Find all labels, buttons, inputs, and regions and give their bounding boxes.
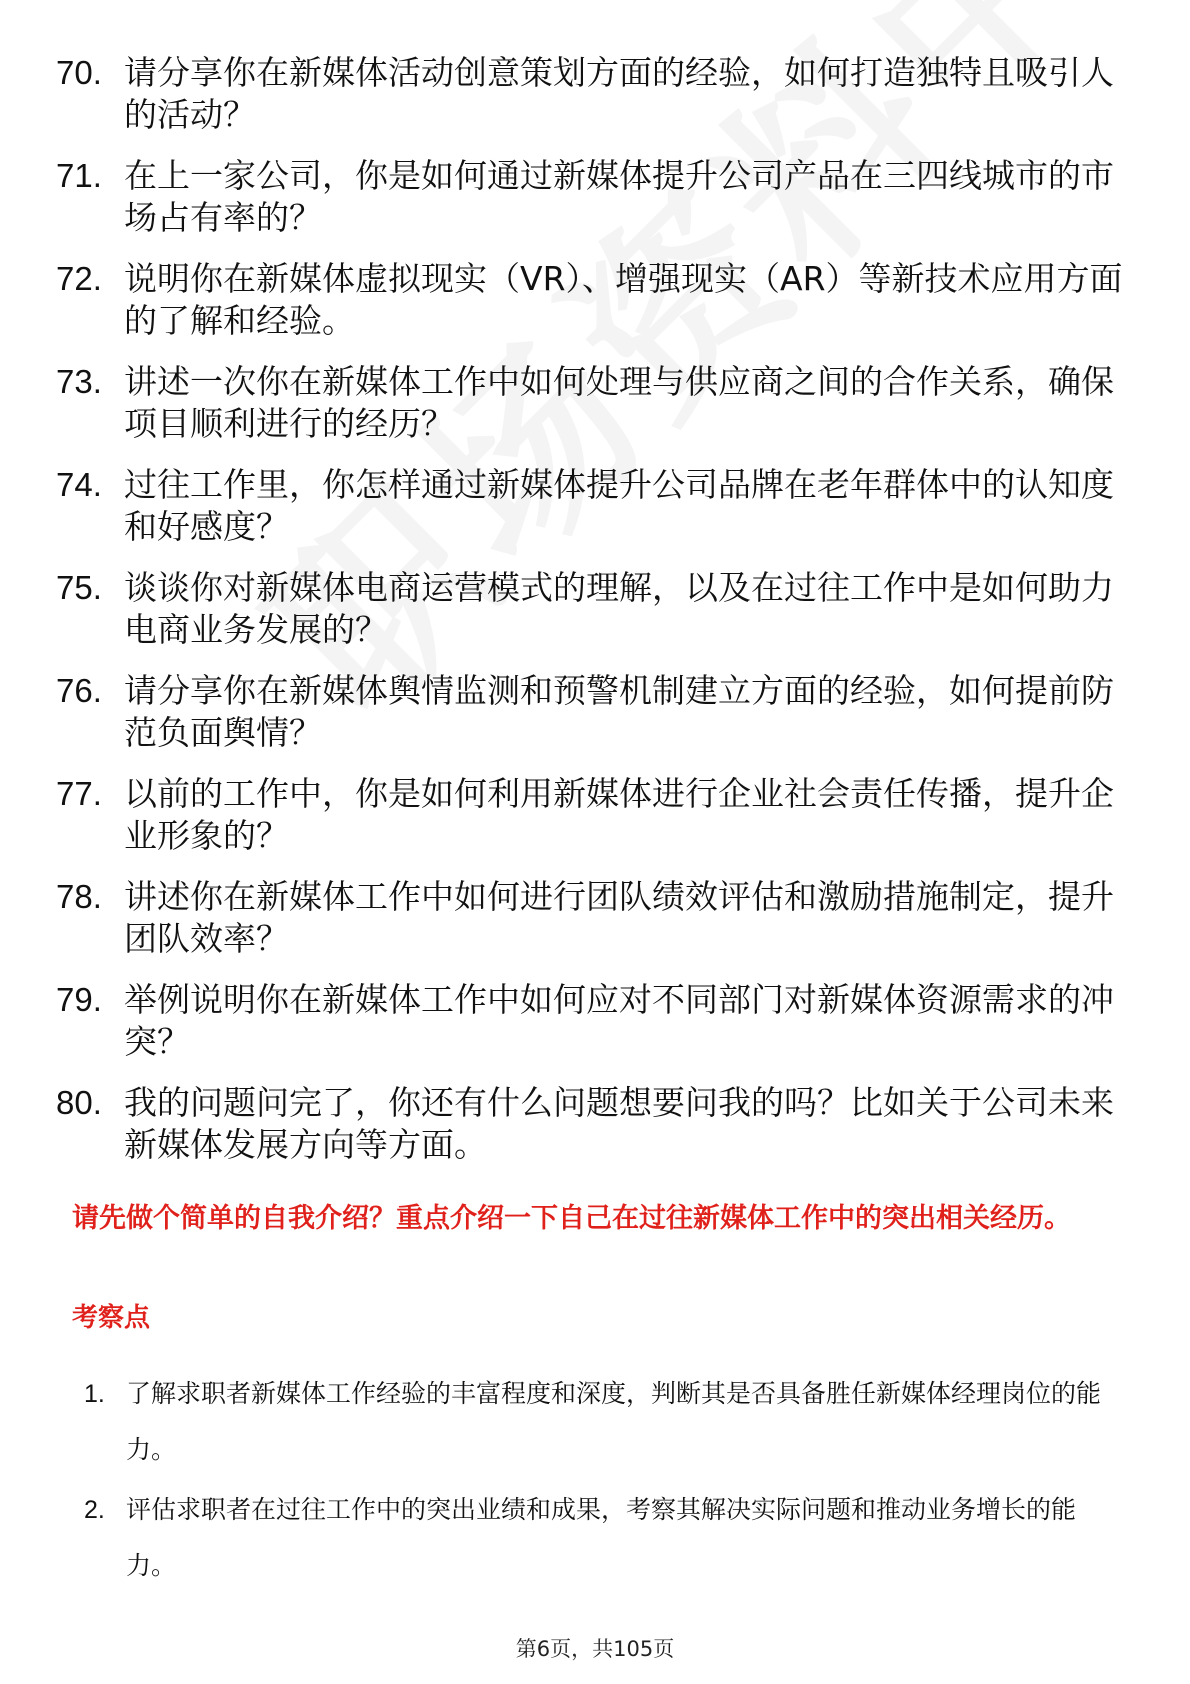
section-title: 考察点 (72, 1303, 151, 1333)
question-item (56, 567, 1136, 651)
question-text: 举例说明你在新媒体工作中如何应对不同部门对新媒体资源需求的冲突？ (124, 980, 1114, 1061)
question-item (56, 155, 1136, 239)
question-item (56, 1082, 1136, 1166)
point-text: 了解求职者新媒体工作经验的丰富程度和深度，判断其是否具备胜任新媒体经理岗位的能力。 (126, 1379, 1102, 1464)
question-item (56, 979, 1136, 1063)
question-item (56, 773, 1136, 857)
point-text: 评估求职者在过往工作中的突出业绩和成果，考察其解决实际问题和推动业务增长的能力。 (126, 1495, 1077, 1580)
question-item (56, 361, 1136, 445)
point-item (84, 1366, 1124, 1478)
question-text: 在上一家公司，你是如何通过新媒体提升公司产品在三四线城市的市场占有率的？ (124, 156, 1114, 237)
question-item (56, 52, 1136, 136)
question-number: 80. (56, 1084, 102, 1121)
question-number: 77. (56, 775, 102, 812)
question-number: 75. (56, 569, 102, 606)
point-number: 1. (84, 1380, 105, 1408)
question-item (56, 464, 1136, 548)
question-number: 72. (56, 260, 102, 297)
question-number: 79. (56, 981, 102, 1018)
question-text: 我的问题问完了，你还有什么问题想要问我的吗？比如关于公司未来新媒体发展方向等方面。 (124, 1083, 1114, 1164)
question-item (56, 670, 1136, 754)
question-text: 说明你在新媒体虚拟现实（VR）、增强现实（AR）等新技术应用方面的了解和经验。 (124, 259, 1123, 340)
question-list (56, 52, 1136, 1185)
page-footer: 第6页，共105页 (515, 1637, 675, 1661)
point-number: 2. (84, 1496, 105, 1524)
question-number: 76. (56, 672, 102, 709)
question-text: 过往工作里，你怎样通过新媒体提升公司品牌在老年群体中的认知度和好感度？ (124, 465, 1114, 546)
question-number: 71. (56, 157, 102, 194)
highlight-question: 请先做个简单的自我介绍？重点介绍一下自己在过往新媒体工作中的突出相关经历。 (72, 1203, 1071, 1234)
question-number: 73. (56, 363, 102, 400)
point-item (84, 1482, 1124, 1594)
question-text: 请分享你在新媒体舆情监测和预警机制建立方面的经验，如何提前防范负面舆情？ (124, 671, 1114, 752)
question-text: 请分享你在新媒体活动创意策划方面的经验，如何打造独特且吸引人的活动？ (124, 53, 1114, 134)
assessment-points (84, 1366, 1124, 1598)
question-text: 讲述一次你在新媒体工作中如何处理与供应商之间的合作关系，确保项目顺利进行的经历？ (124, 362, 1114, 443)
question-text: 谈谈你对新媒体电商运营模式的理解，以及在过往工作中是如何助力电商业务发展的？ (124, 568, 1114, 649)
question-item (56, 258, 1136, 342)
question-item (56, 876, 1136, 960)
question-text: 讲述你在新媒体工作中如何进行团队绩效评估和激励措施制定，提升团队效率？ (124, 877, 1114, 958)
question-number: 74. (56, 466, 102, 503)
question-number: 78. (56, 878, 102, 915)
question-text: 以前的工作中，你是如何利用新媒体进行企业社会责任传播，提升企业形象的？ (124, 774, 1114, 855)
question-number: 70. (56, 54, 102, 91)
